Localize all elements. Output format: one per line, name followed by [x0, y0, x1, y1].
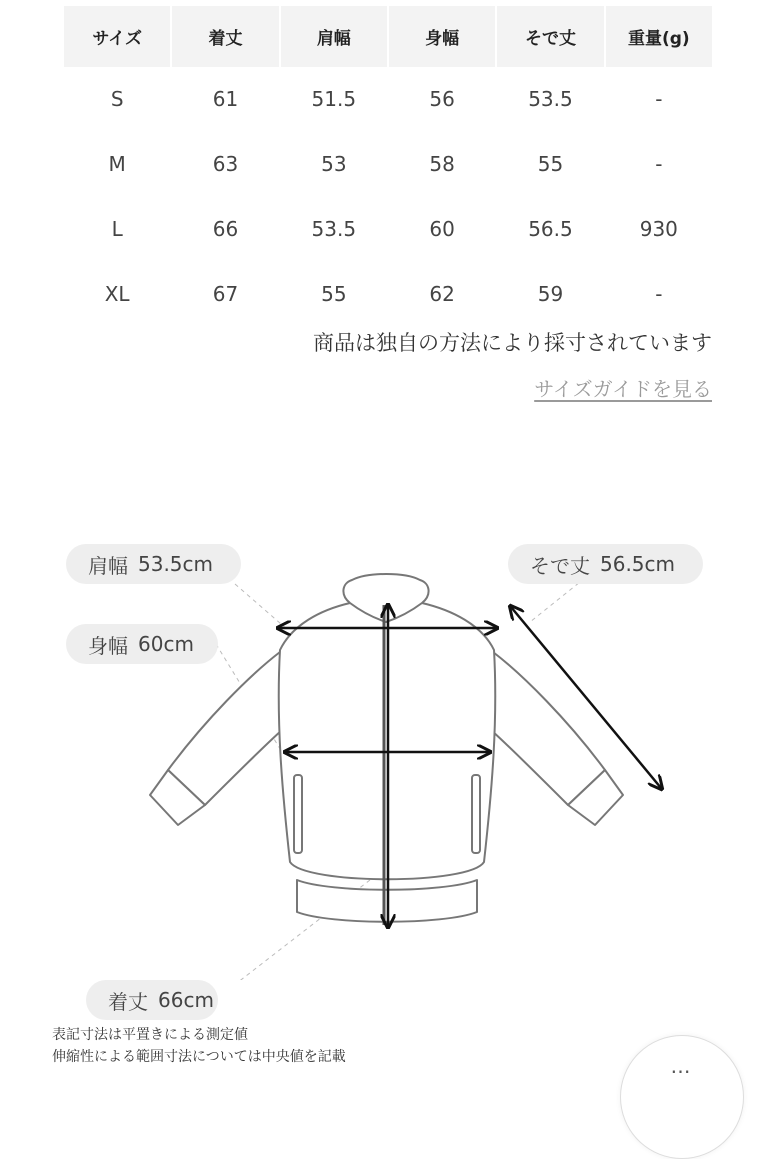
cell-size: L [111, 216, 123, 241]
body-width-value: 60cm [138, 632, 194, 656]
body-width-measurement-label [66, 624, 218, 664]
cell-length: 61 [212, 87, 239, 111]
ellipsis-icon: … [670, 1054, 694, 1078]
cell-shoulder: 53 [321, 151, 347, 176]
cell-shoulder: 55 [321, 281, 347, 306]
table-row [64, 67, 712, 131]
cell-weight: 930 [639, 216, 678, 241]
footnote-flat-measurement: 表記寸法は平置きによる測定値 [52, 1027, 248, 1043]
jacket-measurement-diagram [0, 520, 774, 980]
shoulder-label: 肩幅 [88, 553, 128, 578]
cell-length: 63 [212, 151, 239, 176]
sleeve-measurement-label [508, 544, 703, 584]
cell-body-width: 60 [429, 216, 455, 241]
sleeve-value: 56.5cm [600, 552, 676, 576]
cell-shoulder: 53.5 [311, 216, 357, 241]
sleeve-label: そで丈 [530, 553, 590, 578]
cell-weight: - [655, 87, 663, 111]
cell-sleeve: 59 [537, 281, 564, 306]
cell-shoulder: 51.5 [311, 87, 357, 111]
cell-size: XL [104, 281, 130, 306]
size-table [62, 6, 714, 326]
header-body-width: 身幅 [389, 6, 495, 67]
jacket-outline [150, 574, 623, 922]
cell-weight: - [655, 151, 663, 176]
cell-length: 67 [212, 281, 239, 306]
shoulder-value: 53.5cm [138, 552, 214, 576]
cell-body-width: 58 [429, 151, 455, 176]
cell-sleeve: 55 [537, 151, 564, 176]
cell-body-width: 62 [429, 281, 455, 306]
cell-length: 66 [212, 216, 239, 241]
table-row [64, 261, 712, 326]
cell-size: M [108, 151, 126, 176]
header-weight: 重量(g) [606, 6, 712, 67]
header-length: 着丈 [172, 6, 278, 67]
header-size: サイズ [64, 6, 170, 67]
header-shoulder: 肩幅 [281, 6, 387, 67]
cell-body-width: 56 [429, 87, 455, 111]
length-measurement-label [86, 980, 218, 1020]
body-width-label: 身幅 [88, 633, 128, 658]
cell-sleeve: 56.5 [528, 216, 573, 241]
cell-size: S [110, 87, 124, 111]
cell-weight: - [655, 281, 663, 306]
table-row [64, 196, 712, 261]
table-row [64, 131, 712, 196]
cell-sleeve: 53.5 [528, 87, 573, 111]
more-button[interactable] [620, 1035, 744, 1159]
length-value: 66cm [158, 988, 214, 1012]
size-table-header [64, 6, 712, 67]
measurement-note: 商品は独自の方法により採寸されています [313, 331, 712, 355]
length-label: 着丈 [108, 989, 148, 1014]
header-sleeve: そで丈 [497, 6, 603, 67]
footnote-stretch-range: 伸縮性による範囲寸法については中央値を記載 [52, 1049, 346, 1065]
size-guide-link[interactable]: サイズガイドを見る [534, 377, 712, 401]
shoulder-measurement-label [66, 544, 241, 584]
